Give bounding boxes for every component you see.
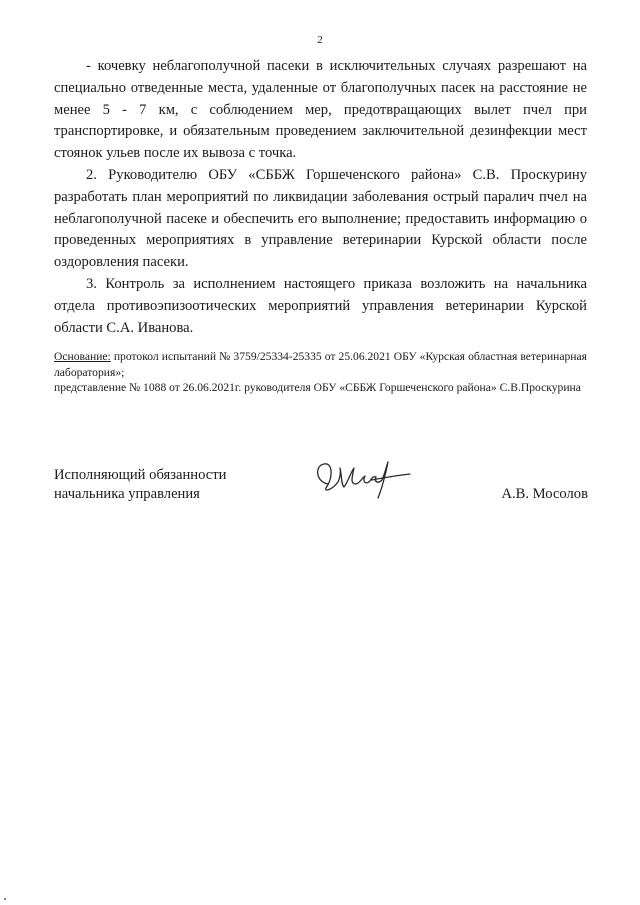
signatory-title-line-1: Исполняющий обязанности	[54, 467, 227, 483]
handwritten-signature	[310, 454, 420, 504]
basis-text-1: протокол испытаний № 3759/25334-25335 от 25.06.2021 ОБУ «Курская областная ветеринарная лаборатория»;	[54, 350, 587, 379]
basis-section	[54, 349, 587, 396]
signatory-name: А.В. Мосолов	[501, 486, 588, 502]
basis-label: Основание:	[54, 350, 111, 363]
signatory-title-line-2: начальника управления	[54, 486, 200, 502]
paragraph-migration-rule: - кочевку неблагополучной пасеки в исключительных случаях разрешают на специально отведенные места, удаленные от благополучных пасек на расстояние не менее 5 - 7 км, с соблюдением мер, предотвращающих вылет пчел при транспортировке, и обязательным проведением заключительной дезинфекции мест стоянок ульев после их вывоза с точка.	[54, 58, 587, 162]
signature-block	[54, 466, 587, 516]
order-body	[54, 56, 587, 339]
basis-line-1	[54, 349, 587, 380]
paragraph-item-2: 2. Руководителю ОБУ «СББЖ Горшеченского района» С.В. Проскурину разработать план мероприятий по ликвидации заболевания острый паралич пчел на неблагополучной пасеке и обеспечить его выполнение; предоставить информацию о проведенных мероприятиях в управление ветеринарии Курской области после оздоровления пасеки.	[54, 166, 587, 271]
paragraph-item-3: 3. Контроль за исполнением настоящего приказа возложить на начальника отдела противоэпизоотических мероприятий управления ветеринарии Курской области С.А. Иванова.	[54, 275, 587, 336]
signatory-title	[54, 466, 226, 504]
scan-artifact-dot	[4, 898, 6, 900]
basis-line-2: представление № 1088 от 26.06.2021г. руководителя ОБУ «СББЖ Горшеченского района» С.В.Проскурина	[54, 381, 581, 395]
page-number: 2	[317, 34, 323, 46]
